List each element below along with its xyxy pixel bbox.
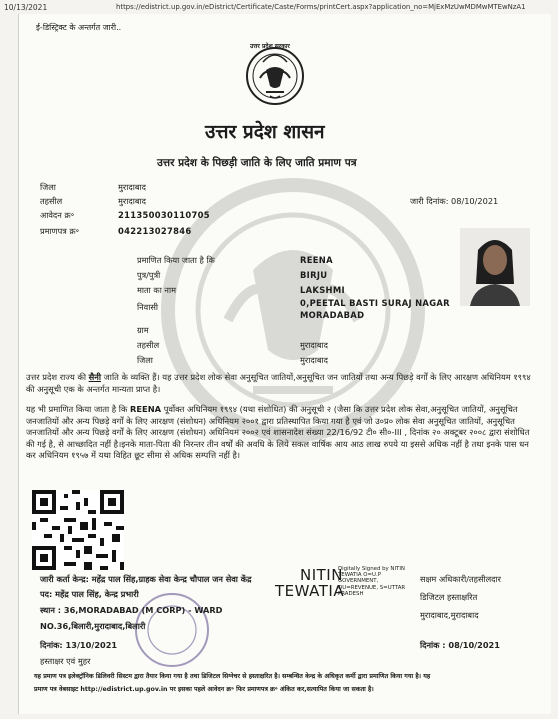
caste-name: सैनी [88,372,101,382]
place-line-2: NO.36,बिलारी,मुरादाबाद,बिलारी [40,621,146,631]
digital-signature-name-2: TEWATIA [275,582,345,600]
issuing-center: जारी कर्ता केन्द्र: महेंद्र पाल सिंह,ग्राहक सेवा केन्द्र चौपाल जन सेवा केंद्र [40,574,252,584]
detail-district-label: जिला [137,355,153,365]
caste-paragraph: उत्तर प्रदेश राज्य की सैनी जाति के व्यक्ति हैं। यह उत्तर प्रदेश लोक सेवा अनुसूचित जातियों,अनुसूचित जन जातियों तथा अन्य पिछड़े वर्गों के लिए आरक्षण अधिनियम १९९४ की अनुसूची एक के अन्तर्गत मान्यता प्राप्त है। [26,372,531,394]
issue-date: जारी दिनांक: 08/10/2021 [410,196,499,206]
signature-seal-label: हस्ताक्षर एवं मुहर [40,656,91,666]
certify-label: प्रमाणित किया जाता है कि [137,255,215,265]
issue-date-right: दिनांक : 08/10/2021 [420,640,500,650]
mother-name: LAKSHMI [300,285,345,295]
page-title: उत्तर प्रदेश शासन [205,121,325,143]
resident-label: निवासी [137,302,158,312]
center-incharge: पद: महेंद्र पाल सिंह, केन्द्र प्रभारी [40,589,139,599]
tehsil-value: मुरादाबाद [118,196,146,206]
parent-label: पुत्र/पुत्री [137,270,161,280]
applicant-name: REENA [300,255,333,265]
issue-date-left: दिनांक: 13/10/2021 [40,640,118,650]
father-name: BIRJU [300,270,328,280]
digital-signature-details: Digitally Signed by NITIN TEWATIA O=U.P GOVERNMENT, OU=REVENUE, S=UTTAR PRADESH [338,566,406,597]
officer-place: मुरादाबाद,मुरादाबाद [420,610,479,620]
district-value: मुरादाबाद [118,182,146,192]
emblem-text: उत्तर प्रदेश सरकार [250,43,290,50]
officer-title: सक्षम अधिकारी/तहसीलदार [420,574,501,584]
detail-district-value: मुरादाबाद [300,355,328,365]
address-line-1: 0,PEETAL BASTI SURAJ NAGAR [300,298,450,308]
print-date: 10/13/2021 [4,3,48,12]
digitally-signed-label: डिजिटल हस्ताक्षरित [420,592,478,602]
detail-tehsil-label: तहसील [137,340,160,350]
certification-paragraph: यह भी प्रमाणित किया जाता है कि REENA पूर्वोक्त अधिनियम १९९४ (यथा संशोधित) की अनुसूची २ (जैसा कि उत्तर प्रदेश लोक सेवा,अनुसूचित जातियों, अनुसूचित जनजातियों और अन्य पिछड़े वर्गों के लिए आरक्षण (संशोधन) अधिनियम २००१ द्वारा प्रतिस्थापित किया गया है एवं जो उ०प्र० लोक सेवा अनुसूचित जातियों, अनुसूचित जनजातियों और अन्य पिछड़े वर्गों के लिए आरक्षण (संशोधन) अधिनियम २००२ एवं शासनादेश संख्या 22/16/92 टी० सी०-III , दिनांक २० अक्टूबर २००८ द्वारा संशोधित की गई है, से आच्छादित नहीं है।इनके माता-पिता की निरन्तर तीन वर्षों की अवधि के लिये सकल वार्षिक आय आठ लाख रुपये या इससे अधिक नहीं है तथा इनके पास धन कर अधिनियम १९५७ में यथा विहित छूट सीमा से अधिक सम्पत्ति नहीं है। [26,404,530,461]
district-label: जिला [40,182,56,192]
village-label: ग्राम [137,325,149,335]
qr-code-icon [32,490,124,570]
header-note: ई-डिस्ट्रिक्ट के अन्तर्गत जारी.. [36,23,122,32]
certificate-label: प्रमाणपत्र क्र॰ [40,226,80,236]
certificate-number: 042213027846 [118,226,192,236]
application-label: आवेदन क्र॰ [40,210,75,220]
address-line-2: MORADABAD [300,310,365,320]
page-subtitle: उत्तर प्रदेश के पिछड़ी जाति के लिए जाति प्रमाण पत्र [157,157,357,169]
place-line-1: स्थान : 36,MORADABAD (M CORP) - WARD [40,605,223,615]
paragraph-applicant-name: REENA [129,404,162,414]
application-number: 211350030110705 [118,210,210,220]
print-url: https://edistrict.up.gov.in/eDistrict/Certificate/Caste/Forms/printCert.aspx?application_no=MjExMzUwMDMwMTEwNzA1 [116,3,526,11]
applicant-photo [460,228,530,306]
mother-label: माता का नाम [137,285,176,295]
disclaimer-line-1: यह प्रमाण पत्र इलेक्ट्रॉनिक डिलिवरी सिस्टम द्वारा तैयार किया गया है तथा डिजिटल सिग्नेचर से हस्ताक्षरित है। सम्बन्धित केन्द्र के अधिकृत कर्मी द्वारा प्रमाणित किया गया है। यह [34,673,431,680]
detail-tehsil-value: मुरादाबाद [300,340,328,350]
digital-signature-name-1: NITIN [300,566,343,584]
disclaimer-line-2: प्रमाण पत्र वेबसाइट http://edistrict.up.gov.in पर इसका पहले आवेदन क्र॰ फिर प्रमाणपत्र क्र॰ अंकित कर,सत्यापित किया जा सकता है। [34,686,374,693]
tehsil-label: तहसील [40,196,63,206]
